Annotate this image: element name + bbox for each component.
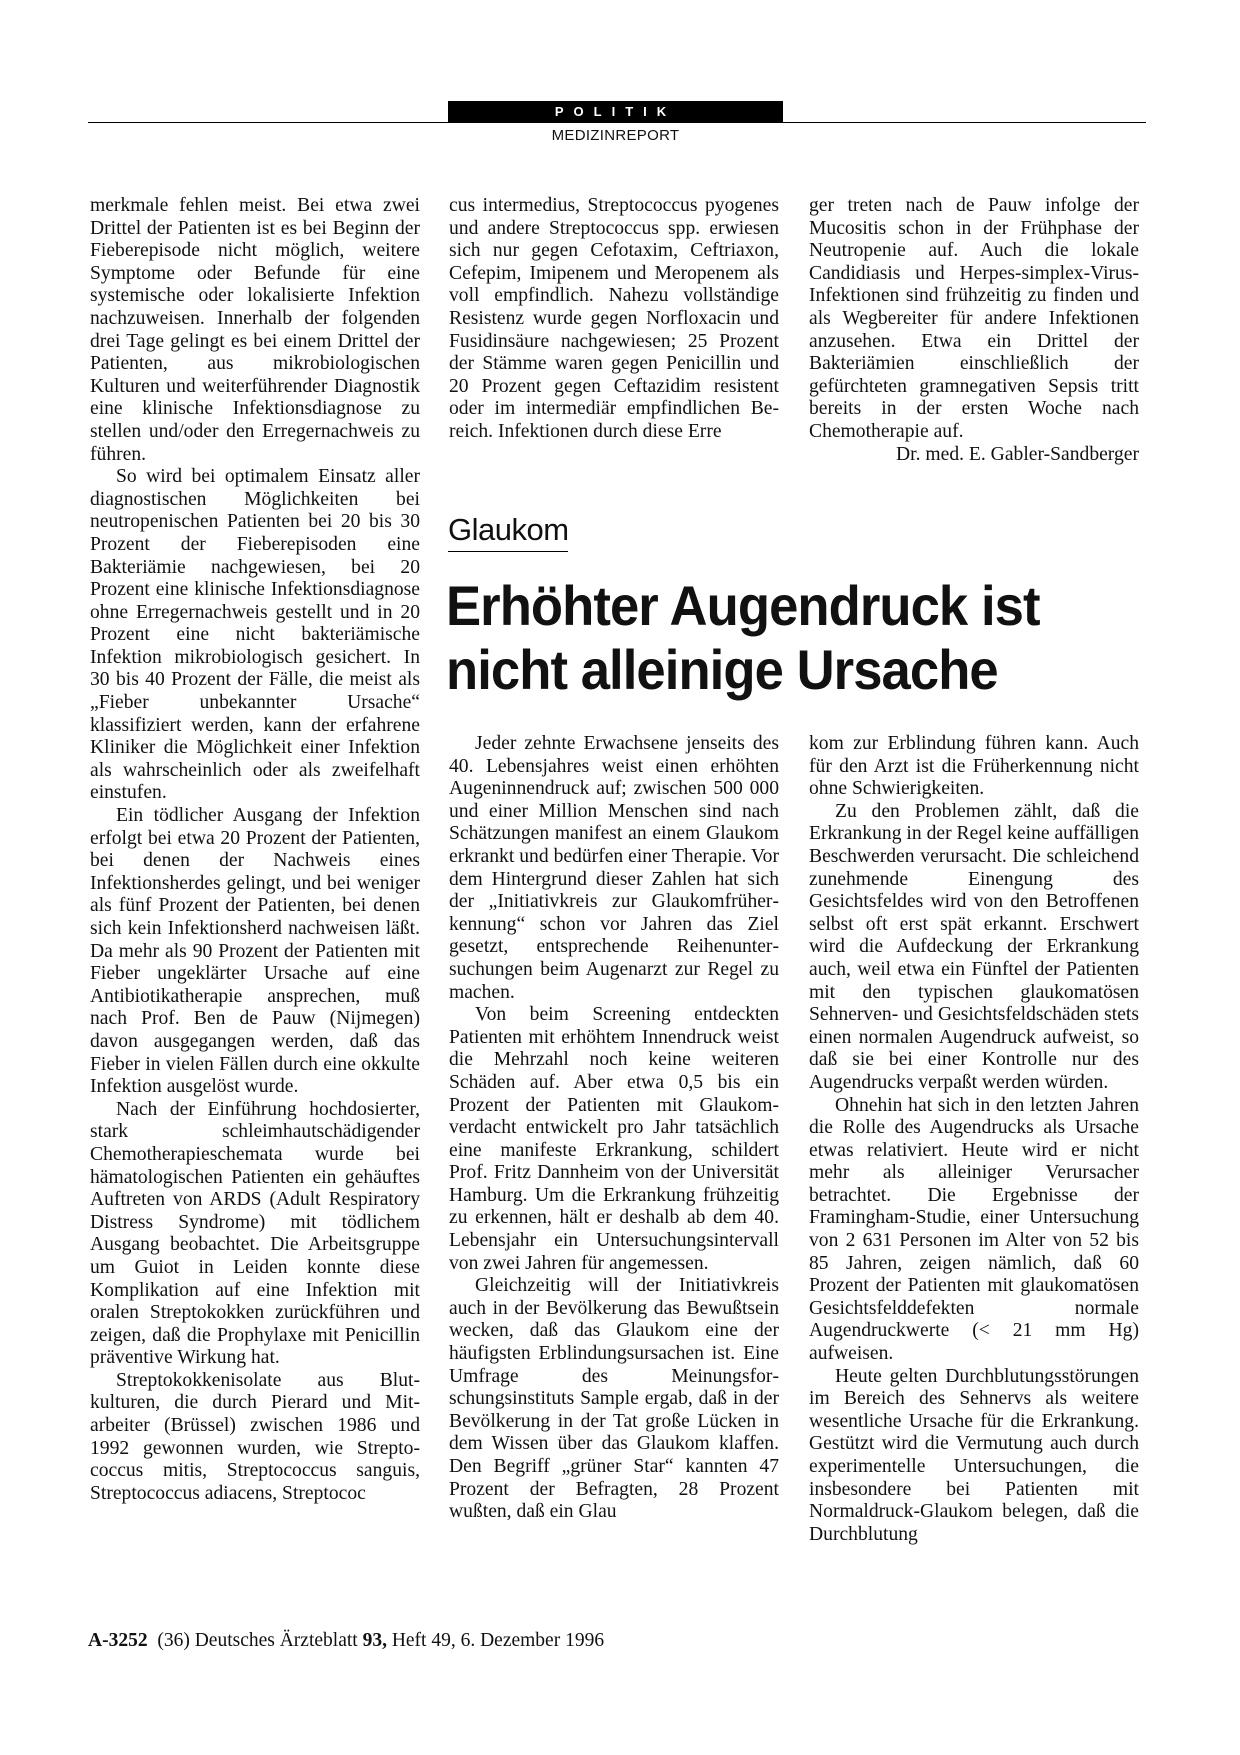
paragraph: Ohnehin hat sich in den letzten Jahren die Rolle des Augendrucks als Ursache etwas relativiert. Heute wird er nicht mehr als alleiniger Verursacher betrachtet. Die Ergebnisse der Framingham-Studie, einer Untersuchung von 2 631 Personen im Alter von 52 bis 85 Jahren, zeigen nämlich, daß 60 Prozent der Patienten mit glaukomatösen Gesichtsfelddefekten normale Augendruckwerte (< 21 mm Hg) aufweisen. [809, 1094, 1139, 1365]
headline-line-2: nicht alleinige Ursache [446, 638, 998, 701]
headline-line-1: Erhöhter Augendruck ist [446, 574, 1040, 637]
subsection-label: MEDIZINREPORT [551, 127, 680, 144]
section-label: POLITIK [448, 101, 783, 122]
paragraph: Zu den Problemen zählt, daß die Erkrankung in der Regel keine auffälligen Beschwerden verursacht. Die schleichend zunehmende Einengung des Gesichtsfeldes wird von den Betroffenen selbst oft erst spät erkannt. Erschwert wird die Aufdeckung der Erkrankung auch, weil etwa ein Fünftel der Patienten mit den typischen glaukomatösen Sehnerven- und Gesichtsfeldschäden stets einen normalen Augendruck aufweist, so daß sie bei einer Kontrolle nur des Augendrucks verpaßt werden würden. [809, 800, 1139, 1093]
article-column-1 [449, 733, 779, 1524]
paragraph: Gleichzeitig will der Initiativkreis auch in der Bevölkerung das Bewußtsein wecken, daß das Glaukom eine der häufigsten Erblindungsursachen ist. Eine Umfrage des Meinungsforschungsinstituts Sample ergab, daß in der Bevölkerung in der Tat große Lücken in dem Wissen über das Glaukom klaffen. Den Begriff „grüner Star“ kannten 47 Prozent der Befragten, 28 Prozent wußten, daß ein Glau [449, 1275, 779, 1523]
paragraph: Heute gelten Durchblutungsstörungen im Bereich des Sehnervs als weitere wesentliche Ursache für die Erkrankung. Gestützt wird die Vermutung auch durch experimentelle Untersuchungen, die insbesondere bei Patienten mit Normaldruck-Glaukom belegen, daß die Durchblutung [809, 1365, 1139, 1545]
paragraph: So wird bei optimalem Einsatz aller diagnostischen Möglichkeiten bei neutropenischen Patienten bei 20 bis 30 Prozent der Fieberepisoden eine Bakteriämie nachgewiesen, bei 20 Prozent eine klinische Infektionsdiagnose ohne Erregernachweis gestellt und in 20 Prozent eine nicht bakteriämische Infektion mikrobiologisch gesichert. In 30 bis 40 Prozent der Fälle, die meist als „Fieber unbekannter Ursache“ klassifiziert werden, kann der erfahrene Kliniker die Möglichkeit einer Infektion als wahrscheinlich oder als zweifelhaft einstufen. [90, 466, 420, 804]
issue-page: (36) [157, 1630, 190, 1651]
author-signature: Dr. med. E. Gabler-Sandberger [896, 443, 1139, 465]
article-column-2 [809, 733, 1139, 1546]
paragraph: Nach der Einführung hochdosierter, stark schleimhautschädigender Chemotherapieschemata wurde bei hämatologischen Patienten ein gehäuftes Auftreten von ARDS (Adult Respiratory Distress Syndrome) mit tödlichem Ausgang beobachtet. Die Arbeitsgruppe um Guiot in Leiden konnte diese Komplikation auf eine Infektion mit oralen Streptokokken zurückführen und zeigen, daß die Prophylaxe mit Penicillin präventive Wirkung hat. [90, 1098, 420, 1369]
previous-article-column-2 [449, 195, 779, 444]
page-number: A-3252 [88, 1630, 148, 1651]
page-footer [88, 1630, 604, 1652]
volume-number: 93, [362, 1630, 387, 1651]
paragraph: Streptokokkenisolate aus Blutkulturen, die durch Pierard und Mitarbeiter (Brüssel) zwischen 1986 und 1992 gewonnen wurden, wie Streptococcus mitis, Streptococcus sanguis, Streptococcus adiacens, Streptococ [90, 1369, 420, 1504]
paragraph: Jeder zehnte Erwachsene jenseits des 40. Lebensjahres weist einen erhöhten Augeninnendruck auf; zwischen 500 000 und einer Million Menschen sind nach Schätzungen manifest an einem Glaukom erkrankt und bedürfen einer Therapie. Vor dem Hintergrund dieser Zahlen hat sich der „Initiativkreis zur Glaukomfrüherkennung“ schon vor Jahren das Ziel gesetzt, entsprechende Reihenuntersuchungen beim Augenarzt zur Regel zu machen. [449, 733, 779, 1003]
journal-name: Deutsches Ärzteblatt [194, 1630, 358, 1651]
paragraph: ger treten nach de Pauw infolge der Mucositis schon in der Frühphase der Neutropenie auf. Auch die lokale Candidiasis und Herpes-simplex-Virus-Infektionen sind frühzeitig zu finden und als Wegbereiter für andere Infektionen anzusehen. Etwa ein Drittel der Bakteriämien einschließlich der gefürchteten gramnegativen Sepsis tritt bereits in der ersten Woche nach Chemotherapie auf. [809, 195, 1139, 442]
issue-date: Heft 49, 6. Dezember 1996 [391, 1630, 605, 1651]
article-kicker: Glaukom [448, 512, 569, 547]
paragraph: kom zur Erblindung führen kann. Auch für den Arzt ist die Früherkennung nicht ohne Schwierigkeiten. [809, 733, 1139, 800]
paragraph: merkmale fehlen meist. Bei etwa zwei Drittel der Patienten ist es bei Beginn der Fieberepisode nicht möglich, weitere Symptome oder Befunde für eine systemische oder lokalisierte Infektion nachzuweisen. Innerhalb der folgenden drei Tage gelingt es bei einem Drittel der Patienten, aus mikrobiologischen Kulturen und weiterführender Diagnostik eine klinische Infektionsdiagnose zu stellen und/oder den Erregernachweis zu führen. [90, 195, 420, 465]
previous-article-column-3 [809, 195, 1139, 466]
kicker-underline [448, 551, 568, 552]
previous-article-column-1 [90, 195, 420, 1505]
article-headline [446, 574, 1104, 702]
paragraph: Ein tödlicher Ausgang der Infektion erfolgt bei etwa 20 Prozent der Patienten, bei denen der Nachweis eines Infektionsherdes gelingt, und bei weniger als fünf Prozent der Patienten, bei denen sich kein Infektionsherd nachweisen läßt. Da mehr als 90 Prozent der Patienten mit Fieber ungeklärter Ursache auf eine Antibiotikatherapie ansprechen, muß nach Prof. Ben de Pauw (Nijmegen) davon ausgegangen werden, daß das Fieber in vielen Fällen durch eine okkulte Infektion ausgelöst wurde. [90, 805, 420, 1098]
header-rule [88, 122, 1146, 123]
paragraph: Von beim Screening entdeckten Patienten mit erhöhtem Innendruck weist die Mehrzahl noch keine weiteren Schäden auf. Aber etwa 0,5 bis ein Prozent der Patienten mit Glaukomverdacht entwickelt pro Jahr tatsächlich eine manifeste Erkrankung, schildert Prof. Fritz Dannheim von der Universität Hamburg. Um die Erkrankung frühzeitig zu erkennen, hält er deshalb ab dem 40. Lebensjahr ein Untersuchungsintervall von zwei Jahren für angemessen. [449, 1004, 779, 1274]
paragraph: cus intermedius, Streptococcus pyogenes und andere Streptococcus spp. erwiesen sich nur gegen Cefotaxim, Ceftriaxon, Cefepim, Imipenem und Meropenem als voll empfindlich. Nahezu vollständige Resistenz wurde gegen Norfloxacin und Fusidinsäure nachgewiesen; 25 Prozent der Stämme waren gegen Penicillin und 20 Prozent gegen Ceftazidim resistent oder im intermediär empfindlichen Bereich. Infektionen durch diese Erre [449, 195, 779, 442]
